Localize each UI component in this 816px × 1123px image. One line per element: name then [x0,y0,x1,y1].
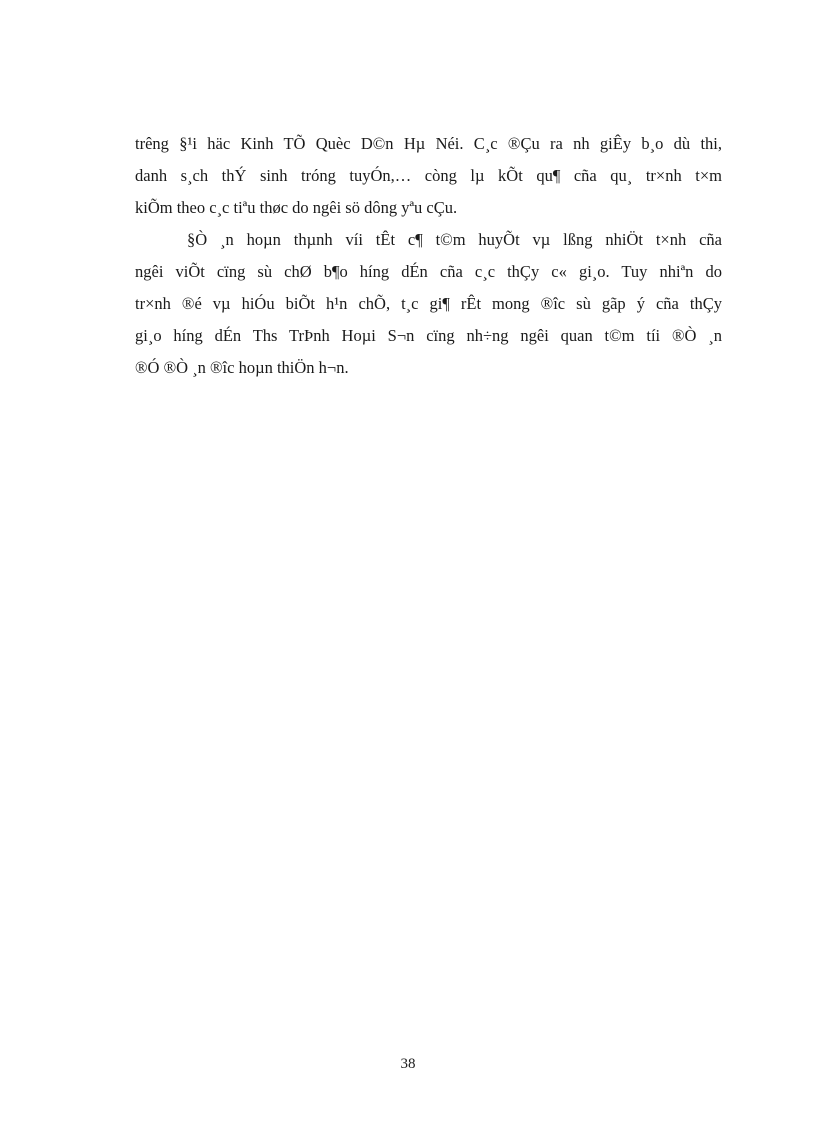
text-line: tr×nh ®é vµ hiÓu biÕt h¹n chÕ, t¸c gi¶ rÊt mong ®îc sù gãp ý cña thÇy [135,294,722,313]
page-number: 38 [400,1056,416,1072]
paragraph-2 [135,224,722,384]
text-line: kiÕm theo c¸c tiªu thøc do ngêi sö dông yªu cÇu. [135,198,458,217]
text-line: trêng §¹i häc Kinh TÕ Quèc D©n Hµ Néi. C¸c ®Çu ra nh giÊy b¸o dù thi, [135,134,722,153]
text-line: gi¸o híng dÉn Ths TrÞnh Hoµi S¬n cïng nh÷ng ngêi quan t©m tíi ®Ò ¸n [135,326,722,345]
document-body [135,128,722,384]
paragraph-1 [135,128,722,224]
text-line: ®Ó ®Ò ¸n ®îc hoµn thiÖn h¬n. [135,358,349,377]
text-line: §Ò ¸n hoµn thµnh víi tÊt c¶ t©m huyÕt vµ lßng nhiÖt t×nh cña [187,230,722,249]
text-line: danh s¸ch thÝ sinh tróng tuyÓn,… còng lµ kÕt qu¶ cña qu¸ tr×nh t×m [135,166,722,185]
text-line: ngêi viÕt cïng sù chØ b¶o híng dÉn cña c¸c thÇy c« gi¸o. Tuy nhiªn do [135,262,722,281]
